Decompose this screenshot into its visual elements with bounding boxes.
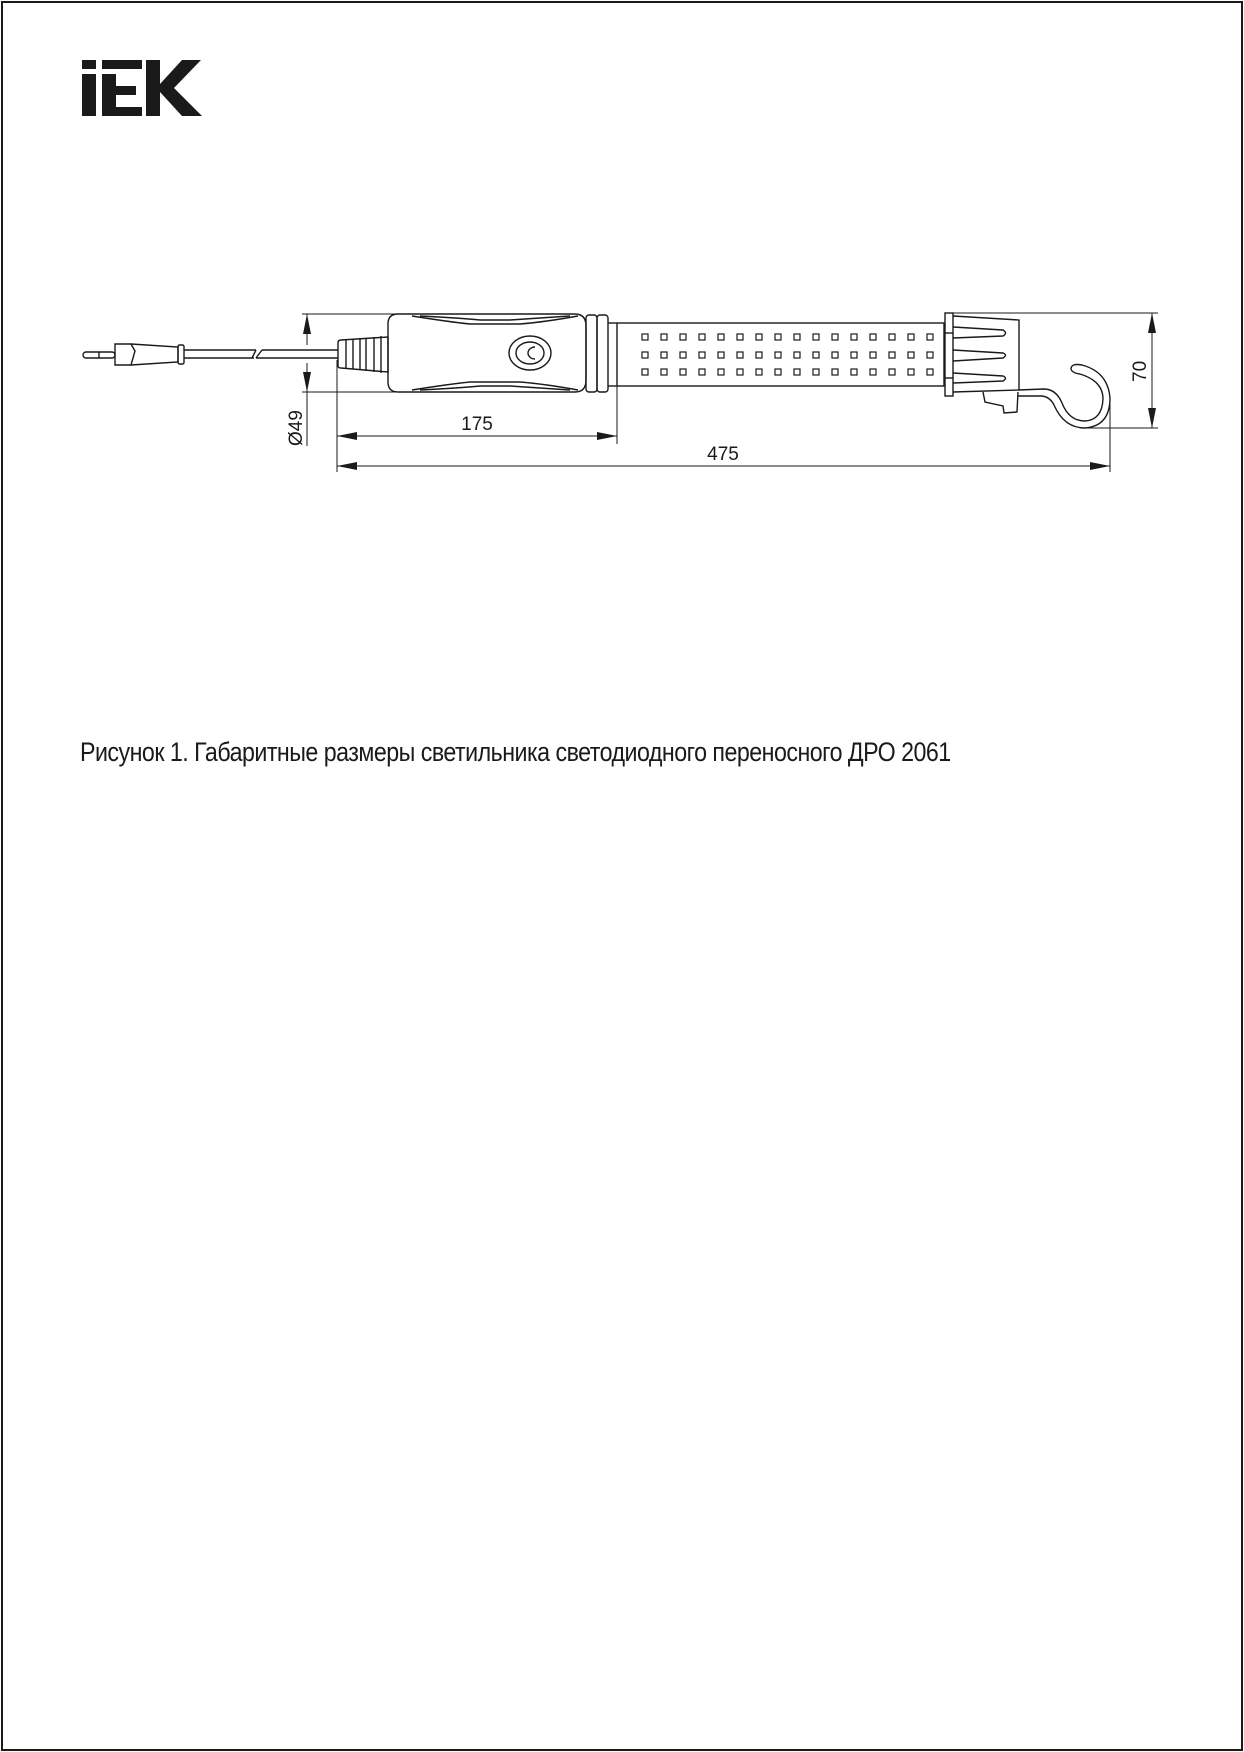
collar-rings — [586, 315, 608, 392]
hook — [1018, 365, 1110, 429]
dimension-diameter-label: Ø49 — [286, 410, 307, 446]
figure-caption: Рисунок 1. Габаритные размеры светильника светодиодного переносного ДРО 2061 — [80, 737, 951, 767]
handle — [388, 314, 586, 392]
dimension-handle-length-label: 175 — [461, 414, 493, 435]
cable — [184, 350, 338, 358]
plug — [83, 344, 184, 365]
dimension-height — [953, 313, 1158, 428]
led-body — [608, 323, 944, 386]
dimension-diameter — [302, 314, 400, 446]
dimension-height-label: 70 — [1130, 360, 1151, 382]
lamp-dimension-drawing — [0, 0, 1244, 520]
end-cap — [945, 313, 1019, 413]
strain-relief — [338, 336, 388, 373]
dimension-total-length-label: 475 — [707, 444, 739, 465]
led-grid — [642, 334, 933, 375]
